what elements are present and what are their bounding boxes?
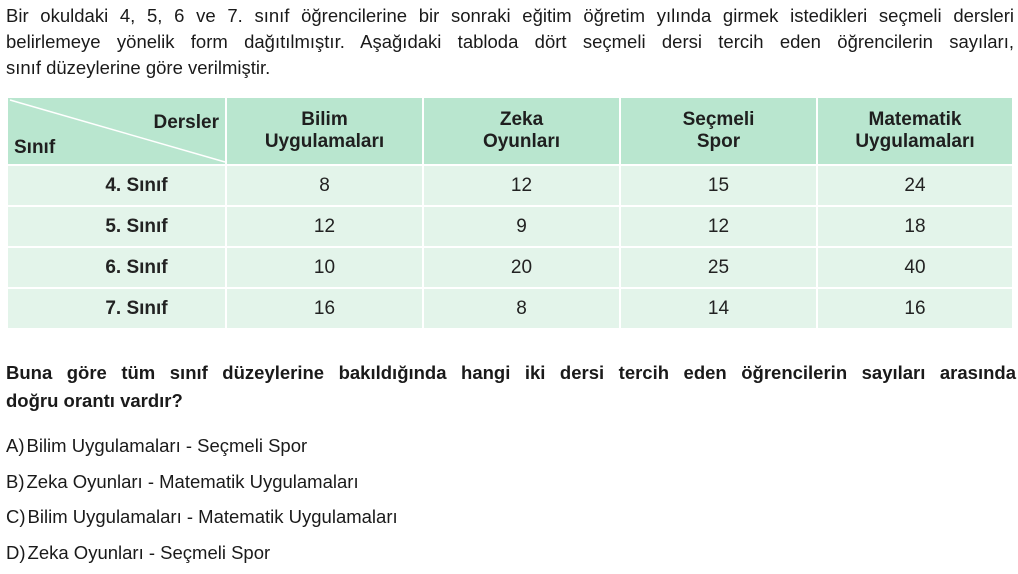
table-row xyxy=(7,206,1013,247)
intro-line-2: belirlemeye yönelik form dağıtılmıştır. Aşağıdaki tabloda dört seçmeli dersi tercih eden öğrencilerin sayıları, xyxy=(6,29,1014,55)
table-cell: 20 xyxy=(423,247,620,288)
table-cell: 8 xyxy=(423,288,620,329)
option-letter: C) xyxy=(6,506,26,527)
intro-paragraph xyxy=(6,3,1014,81)
option-text: Bilim Uygulamaları - Matematik Uygulamaları xyxy=(28,506,398,527)
column-header: Matematik Uygulamaları xyxy=(817,97,1013,165)
option-letter: B) xyxy=(6,471,25,492)
option-a[interactable] xyxy=(6,432,398,468)
option-b[interactable] xyxy=(6,468,398,504)
row-label: 4. Sınıf xyxy=(7,165,226,206)
option-text: Bilim Uygulamaları - Seçmeli Spor xyxy=(27,435,308,456)
row-label: 7. Sınıf xyxy=(7,288,226,329)
option-text: Zeka Oyunları - Matematik Uygulamaları xyxy=(27,471,359,492)
table-cell: 18 xyxy=(817,206,1013,247)
table-cell: 16 xyxy=(226,288,423,329)
table-cell: 9 xyxy=(423,206,620,247)
intro-line-3: sınıf düzeylerine göre verilmiştir. xyxy=(6,55,1014,81)
option-letter: D) xyxy=(6,542,26,563)
question-line-1: Buna göre tüm sınıf düzeylerine bakıldığında hangi iki dersi tercih eden öğrencilerin sayıları arasında xyxy=(6,359,1016,387)
table-row xyxy=(7,165,1013,206)
answer-options xyxy=(6,432,398,574)
table-cell: 16 xyxy=(817,288,1013,329)
table-corner-cell xyxy=(7,97,226,165)
intro-line-1: Bir okuldaki 4, 5, 6 ve 7. sınıf öğrencilerine bir sonraki eğitim öğretim yılında girmek istedikleri seçmeli dersleri xyxy=(6,3,1014,29)
table-cell: 25 xyxy=(620,247,817,288)
data-table xyxy=(6,96,1014,330)
corner-label-courses: Dersler xyxy=(154,112,220,134)
table-cell: 15 xyxy=(620,165,817,206)
column-header: Bilim Uygulamaları xyxy=(226,97,423,165)
option-c[interactable] xyxy=(6,503,398,539)
option-text: Zeka Oyunları - Seçmeli Spor xyxy=(28,542,271,563)
table-header-row xyxy=(7,97,1013,165)
table-cell: 12 xyxy=(226,206,423,247)
table-cell: 8 xyxy=(226,165,423,206)
table-cell: 40 xyxy=(817,247,1013,288)
question-text xyxy=(6,359,1016,415)
option-d[interactable] xyxy=(6,539,398,574)
column-header: Zeka Oyunları xyxy=(423,97,620,165)
table-row xyxy=(7,247,1013,288)
table-cell: 14 xyxy=(620,288,817,329)
table-cell: 24 xyxy=(817,165,1013,206)
row-label: 5. Sınıf xyxy=(7,206,226,247)
table-cell: 12 xyxy=(423,165,620,206)
column-header: Seçmeli Spor xyxy=(620,97,817,165)
row-label: 6. Sınıf xyxy=(7,247,226,288)
table-row xyxy=(7,288,1013,329)
table-cell: 12 xyxy=(620,206,817,247)
corner-label-grade: Sınıf xyxy=(14,137,55,159)
option-letter: A) xyxy=(6,435,25,456)
table-cell: 10 xyxy=(226,247,423,288)
question-line-2: doğru orantı vardır? xyxy=(6,387,1016,415)
